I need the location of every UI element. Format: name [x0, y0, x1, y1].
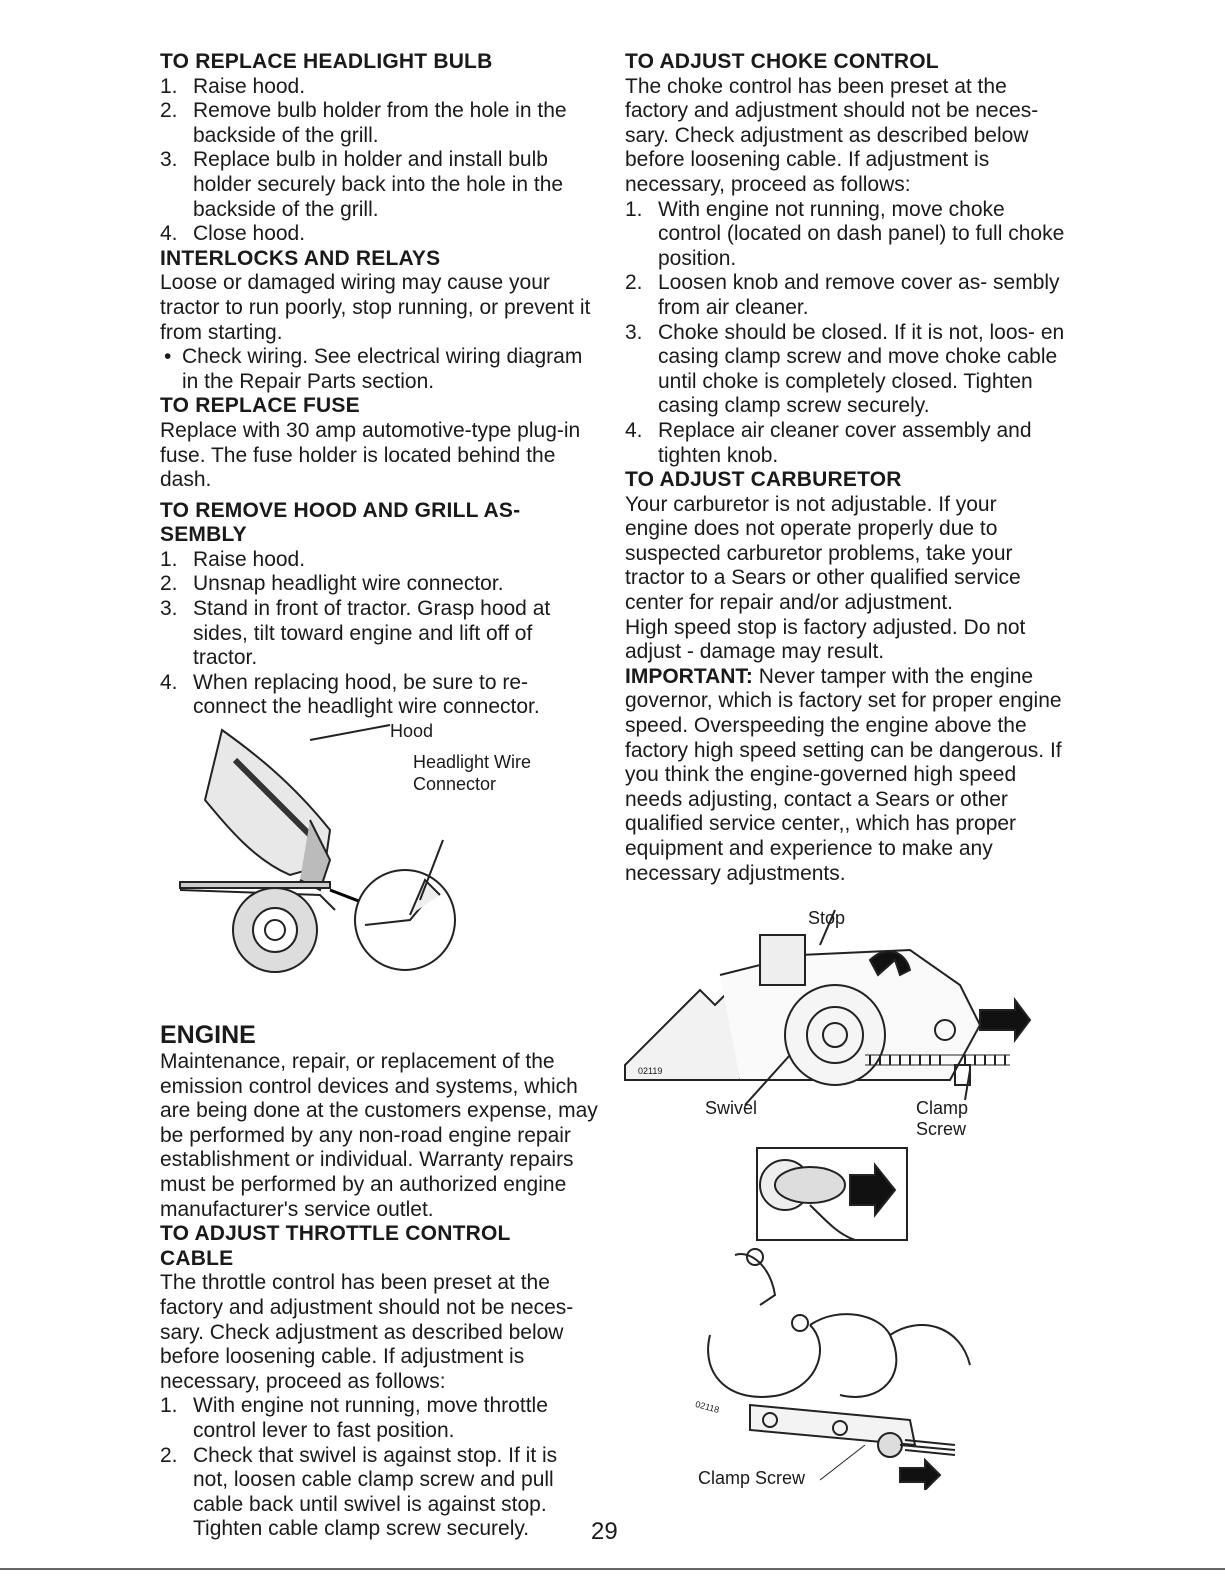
label-swivel: Swivel: [705, 1098, 758, 1118]
engine-heading: ENGINE: [160, 1021, 256, 1050]
list-item: 4. When replacing hood, be sure to re- connect the headlight wire connector.: [160, 670, 540, 719]
engine-body: Maintenance, repair, or replacement of the emission control devices and systems, which are being done at the customers expense, may be performed by any non-road engine repair establishment or individual. Warranty repairs must be performed by an authorized engine manufacturer's service outlet.: [160, 1050, 598, 1221]
page-number: 29: [591, 1518, 618, 1545]
label-hood: Hood: [390, 721, 434, 742]
hood-illustration: [160, 720, 600, 1020]
important-label: IMPORTANT:: [625, 664, 753, 688]
choke-figure: [690, 1145, 980, 1490]
list-item: 3. Choke should be closed. If it is not, loos- en casing clamp screw and move choke cable until choke is completely closed. Tighten casing clamp screw securely.: [625, 320, 1065, 418]
fuse-body: Replace with 30 amp automotive-type plug-in fuse. The fuse holder is located behind the dash.: [160, 418, 581, 492]
list-item: 2. Remove bulb holder from the hole in the backside of the grill.: [160, 99, 567, 147]
carburetor-body-1: Your carburetor is not adjustable. If your engine does not operate properly due to suspected carburetor problems, take your tractor to a Sears or other qualified service center for repair and/or adjustment.: [625, 492, 1021, 615]
right-column: [625, 50, 1065, 886]
label-code: 02119: [638, 1066, 663, 1076]
label-stop: Stop: [808, 908, 846, 928]
bottom-rule: [0, 1568, 1225, 1570]
throttle-body: The throttle control has been preset at the factory and adjustment should not be neces- sary. Check adjustment as described below before loosening cable. If adjustment is necessary, proceed as follows:: [160, 1271, 574, 1393]
headlight-steps: [160, 75, 600, 247]
throttle-steps: [160, 1394, 600, 1542]
label-clamp-screw: Clamp Screw: [698, 1468, 806, 1488]
hood-figure: [160, 720, 600, 1020]
label-clamp-line1: Clamp: [916, 1098, 969, 1118]
list-item: 1. With engine not running, move choke control (located on dash panel) to full choke position.: [625, 197, 1065, 270]
fuse-heading: TO REPLACE FUSE: [160, 394, 360, 418]
interlocks-body: Loose or damaged wiring may cause your tractor to run poorly, stop running, or prevent it from starting.: [160, 271, 591, 344]
label-connector-line2: Connector: [413, 774, 497, 795]
interlocks-bullet: • Check wiring. See electrical wiring diagram in the Repair Parts section.: [164, 345, 583, 393]
hood-heading: TO REMOVE HOOD AND GRILL AS- SEMBLY: [160, 498, 521, 547]
list-item: 3. Replace bulb in holder and install bulb holder securely back into the hole in the backside of the grill.: [160, 148, 564, 221]
list-item: 1. With engine not running, move throttle control lever to fast position.: [160, 1394, 548, 1442]
interlocks-heading: INTERLOCKS AND RELAYS: [160, 246, 441, 270]
choke-illustration: [690, 1145, 980, 1490]
list-item: 4. Close hood.: [160, 222, 306, 246]
throttle-figure: [620, 905, 1040, 1150]
choke-body: The choke control has been preset at the factory and adjustment should not be neces- sary. Check adjustment as described below before loosening cable. If adjustment is necessary, proceed as follows:: [625, 74, 1039, 196]
list-item: 1. Raise hood.: [160, 74, 306, 98]
list-item: 3. Stand in front of tractor. Grasp hood at sides, tilt toward engine and lift off of tractor.: [160, 597, 551, 670]
label-connector-line1: Headlight Wire: [413, 752, 532, 773]
carburetor-body-2: High speed stop is factory adjusted. Do not adjust - damage may result.: [625, 615, 1026, 664]
label-clamp-line2: Screw: [916, 1119, 967, 1139]
choke-heading: TO ADJUST CHOKE CONTROL: [625, 50, 939, 73]
important-text: Never tamper with the engine governor, which is factory set for proper engine speed. Overspeeding the engine above the factory high speed setting can be dangerous. If you think the engine-governed high speed needs adjusting, contact a Sears or other qualified service center,, which has proper equipment and experience to make any necessary adjustments.: [625, 664, 1062, 885]
list-item: 2. Check that swivel is against stop. If it is not, loosen cable clamp screw and pull cable back until swivel is against stop. Tighten cable clamp screw securely.: [160, 1443, 558, 1541]
throttle-illustration: [620, 905, 1040, 1150]
hood-steps: [160, 548, 600, 720]
headlight-heading: TO REPLACE HEADLIGHT BULB: [160, 50, 493, 73]
carburetor-heading: TO ADJUST CARBURETOR: [625, 468, 902, 492]
choke-steps: [625, 198, 1065, 469]
throttle-heading: TO ADJUST THROTTLE CONTROL CABLE: [160, 1222, 511, 1270]
list-item: 2. Loosen knob and remove cover as- sembly from air cleaner.: [625, 271, 1060, 319]
important-note: [625, 665, 1065, 886]
left-column: [160, 50, 600, 1542]
list-item: 2. Unsnap headlight wire connector.: [160, 572, 504, 596]
list-item: 1. Raise hood.: [160, 547, 306, 571]
list-item: 4. Replace air cleaner cover assembly and tighten knob.: [625, 418, 1032, 467]
label-choke-code: 02118: [694, 1399, 721, 1415]
